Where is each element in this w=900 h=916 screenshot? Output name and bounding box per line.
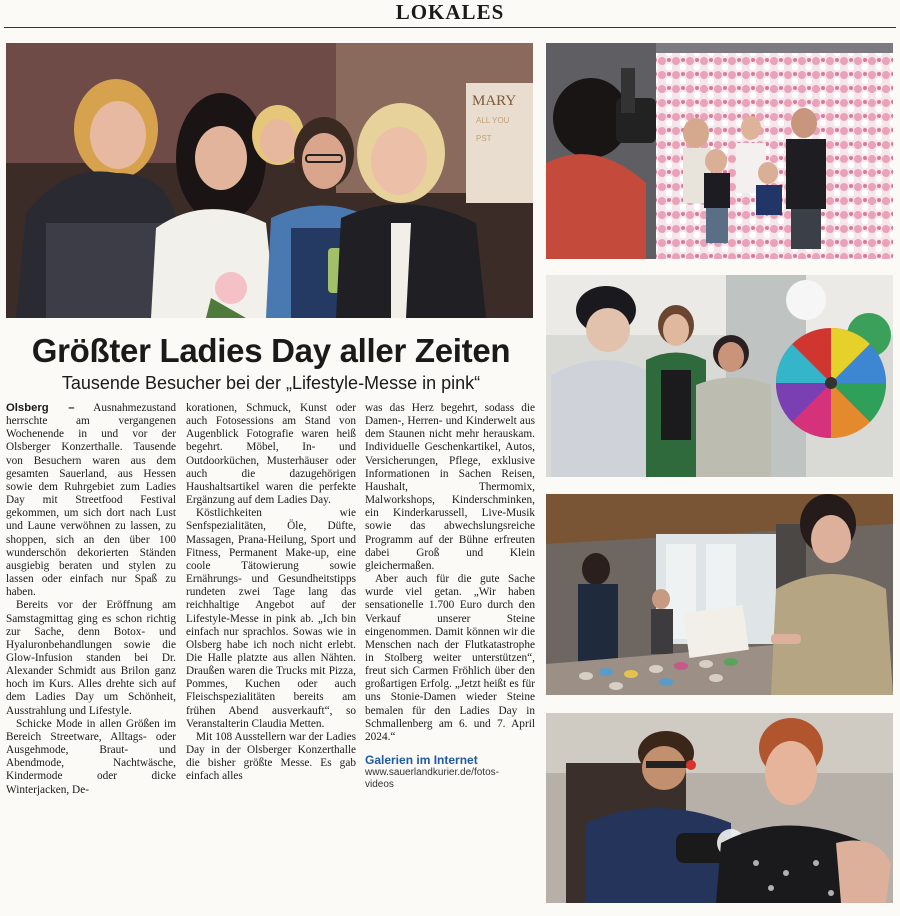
section-heading: LOKALES <box>395 0 505 24</box>
photo-stone-stand <box>546 494 893 695</box>
paragraph: Mit 108 Ausstellern war der Ladies Day in der Olsberger Konzerthalle die bisher größte Messe. Es gab einfach alles <box>186 730 356 783</box>
paragraph: Köstlichkeiten wie Senfspezialitäten, Öle, Düfte, Massagen, Prana-Heilung, Sport und Fitness, Permanent Make-up, eine coole Tätowierung sowie Ernährungs- und Gesundheitstipps rundeten zwei Tage lang das reichhaltige Angebot auf der Lifestyle-Messe in pink ab. „Ich bin einfach nur sprachlos. Sowas wie in Olsberg habe ich noch nicht erlebt. Die Halle platzte aus allen Nähten. Draußen waren die Trucks mit Pizza, Pommes, Kuchen oder auch Fleischspezialitäten bereits am frühen Abend ausverkauft“, so Veranstalterin Claudia Metten. <box>186 507 356 730</box>
paragraph <box>6 402 176 599</box>
paragraph: Bereits vor der Eröffnung am Samstagmittag ging es schon richtig zur Sache, denn Botox- und Hyaluronbehandlungen sowie die Glow-Infusion standen bei Dr. Alexander Schmidt aus Brilon ganz hoch im Kurs. Alles drehte sich auf dem Ladies Day um Schönheit, Ausstrahlung und Lifestyle. <box>6 599 176 717</box>
article-column-3 <box>365 402 535 791</box>
dateline: Olsberg – <box>6 402 75 414</box>
photo-tattoo-session <box>546 713 893 903</box>
article-headline: Größter Ladies Day aller Zeiten <box>31 332 511 369</box>
article-column-2 <box>186 402 356 784</box>
paragraph: was das Herz begehrt, sodass die Damen-, Herren- und Kinderwelt aus dem Staunen nicht mehr herauskam. Individuelle Geschenkartikel, Autos, Versicherungen, Pflege, exklusive Informationen in Sachen Reisen, Haushalt, Thermomix, Malworkshops, Kinderschminken, ein Kinderkarussell, Live-Musik sowie das abwechslungsreiche Programm auf der Bühne erfreuten dabei Groß und Klein gleichermaßen. <box>365 402 535 572</box>
paragraph: Schicke Mode in allen Größen im Bereich Streetware, Alltags- oder Ausgehmode, Braut- und Abendmode, Nachtwäsche, Kindermode oder dicke Winterjacken, De- <box>6 717 176 796</box>
main-photo-group-women <box>6 43 533 318</box>
sign-brand-text: MARY <box>472 93 517 109</box>
article-subheadline: Tausende Besucher bei der „Lifestyle-Messe in pink“ <box>61 373 481 393</box>
sign-small-text-2: PST <box>476 134 492 143</box>
gallery-title: Galerien im Internet <box>365 753 478 768</box>
gallery-url-line-1: www.sauerlandkurier.de/fotos- <box>365 767 499 779</box>
photo-flower-wall <box>546 43 893 259</box>
photo-wheel-of-fortune <box>546 275 893 477</box>
gallery-link[interactable] <box>365 767 535 791</box>
article-column-1 <box>6 402 176 797</box>
section-divider <box>4 27 896 28</box>
paragraph-text: Ausnahmezustand herrschte am vergangenen Wochenende in und vor der Olsberger Konzerthalle. Tausende von Besuchern waren aus dem gesamten Sauerland, aus Hessen sowie dem Ruhrgebiet zum Ladies Day mit Streetfood Festival gekommen, um sich dort nach Lust und Laune verwöhnen zu lassen, zu shoppen, sich an den über 100 wunderschön dekorierten Ständen ausgiebig beraten und stylen zu lassen oder einfach nur Spaß zu haben. <box>6 402 176 599</box>
sign-small-text-1: ALL YOU <box>476 116 510 125</box>
paragraph: korationen, Schmuck, Kunst oder auch Fotosessions am Stand von Augenblick Fotografie waren heiß begehrt. Möbel, In- und Outdoorküchen, Musterhäuser oder auch die dazugehörigen Haushaltsartikel waren die perfekte Ergänzung auf dem Ladies Day. <box>186 402 356 507</box>
paragraph: Aber auch für die gute Sache wurde viel getan. „Wir haben sensationelle 1.700 Euro durch den Verkauf unserer Steine eingenommen. Damit können wir die Menschen nach der Flutkatastrophe in Stolberg weiter unterstützen“, freut sich Carmen Fröhlich über den großartigen Erfolg. „Jetzt heißt es für uns Stonie-Damen wieder Steine bemalen für den Ladies Day in Schmallenberg am 6. und 7. April 2024.“ <box>365 573 535 743</box>
gallery-url-line-2: videos <box>365 779 394 791</box>
